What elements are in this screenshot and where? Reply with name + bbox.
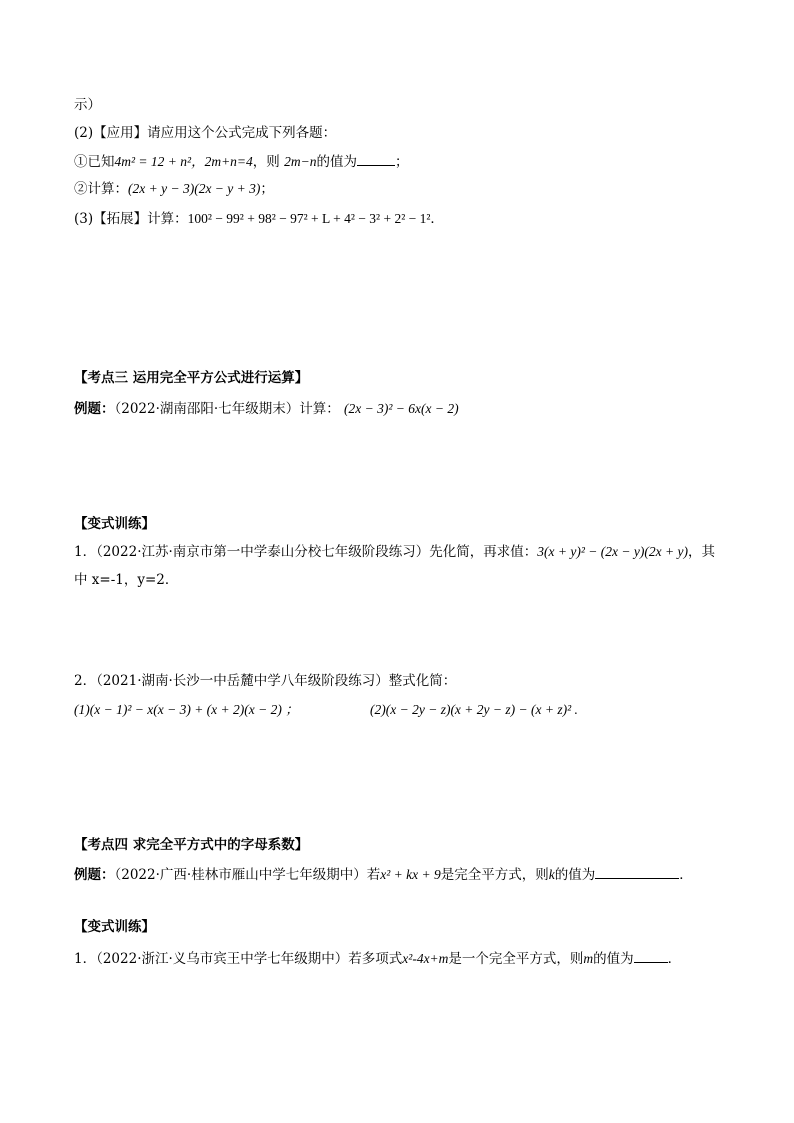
k4-example [74, 864, 693, 884]
example-label: 例题： [74, 867, 115, 883]
k4-variant1-end: ． [667, 951, 682, 967]
k3-variant2-part2: (2)(x − 2y − z)(x + 2y − z) − (x + z)² . [370, 702, 578, 717]
k3-variant1-tail: ，其 [687, 544, 715, 560]
q2-part1-end: ； [394, 154, 409, 170]
answer-blank[interactable] [357, 151, 395, 166]
k4-variant1 [74, 948, 681, 968]
k3-variant1-formula: 3(x + y)² − (2x − y)(2x + y) [537, 544, 688, 559]
k4-example-text: 是完全平方式，则 [440, 867, 549, 883]
q2-part1-formula: 4m² = 12 + n²，2m+n=4 [114, 154, 253, 169]
k4-variant1-formula: x²-4x+m [402, 951, 449, 966]
section-title-k4: 【考点四 求完全平方式中的字母系数】 [74, 837, 309, 853]
q2-part1-value-of: 的值为 [316, 154, 357, 170]
k4-variant1-m: m [583, 951, 594, 966]
k4-example-formula: x² + kx + 9 [380, 867, 441, 882]
q3-extension [74, 210, 444, 228]
q3-label: (3)【拓展】计算： [74, 211, 188, 227]
k4-example-source: （2022·广西·桂林市雁山中学七年级期中）若 [114, 867, 381, 883]
answer-blank[interactable] [634, 948, 668, 963]
variant-title-k4: 【变式训练】 [74, 919, 155, 935]
variant-title-k3: 【变式训练】 [74, 516, 155, 532]
q2-heading: (2)【应用】请应用这个公式完成下列各题： [74, 125, 337, 141]
k3-example-formula: (2x − 3)² − 6x(x − 2) [344, 401, 459, 416]
k4-example-k: k [548, 867, 555, 882]
example-label: 例题： [74, 401, 115, 417]
q2-part2-formula: (2x + y − 3)(2x − y + 3) [128, 181, 261, 196]
k3-example-source: （2022·湖南邵阳·七年级期末）计算： [114, 401, 340, 417]
q2-part1-expr: 2m−n [284, 154, 317, 169]
k4-example-end: ． [679, 867, 693, 883]
k3-variant1-line2: 中 x=-1，y=2． [74, 572, 179, 588]
q3-end: ． [430, 211, 444, 227]
k4-variant1-value-of: 的值为 [593, 951, 634, 967]
section-title-k3: 【考点三 运用完全平方公式进行运算】 [74, 370, 309, 386]
q3-formula: 100² − 99² + 98² − 97² + L + 4² − 3² + 2² − 1² [187, 211, 431, 226]
k3-variant1-text: 1．（2022·江苏·南京市第一中学泰山分校七年级阶段练习）先化简，再求值： [74, 544, 538, 560]
k3-variant2-part1: (1)(x − 1)² − x(x − 3) + (x + 2)(x − 2) ； [74, 702, 299, 717]
k3-example [74, 400, 459, 418]
continued-text: 示） [74, 97, 101, 113]
k4-example-value-of: 的值为 [554, 867, 596, 883]
q2-part1-then: ，则 [252, 154, 280, 170]
k4-variant1-source: 1．（2022·浙江·义乌市宾王中学七年级期中）若多项式 [74, 951, 403, 967]
q2-part2 [74, 180, 274, 198]
k4-variant1-text: 是一个完全平方式，则 [448, 951, 584, 967]
q2-part1 [74, 151, 408, 171]
k3-variant1-line1 [74, 543, 715, 561]
q2-part2-end: ； [260, 181, 274, 197]
q2-part2-label: ②计算： [74, 181, 128, 197]
answer-blank[interactable] [595, 864, 679, 879]
q2-part1-prefix: ①已知 [74, 154, 115, 170]
k3-variant2-head: 2．（2021·湖南·长沙一中岳麓中学八年级阶段练习）整式化简： [74, 673, 457, 689]
